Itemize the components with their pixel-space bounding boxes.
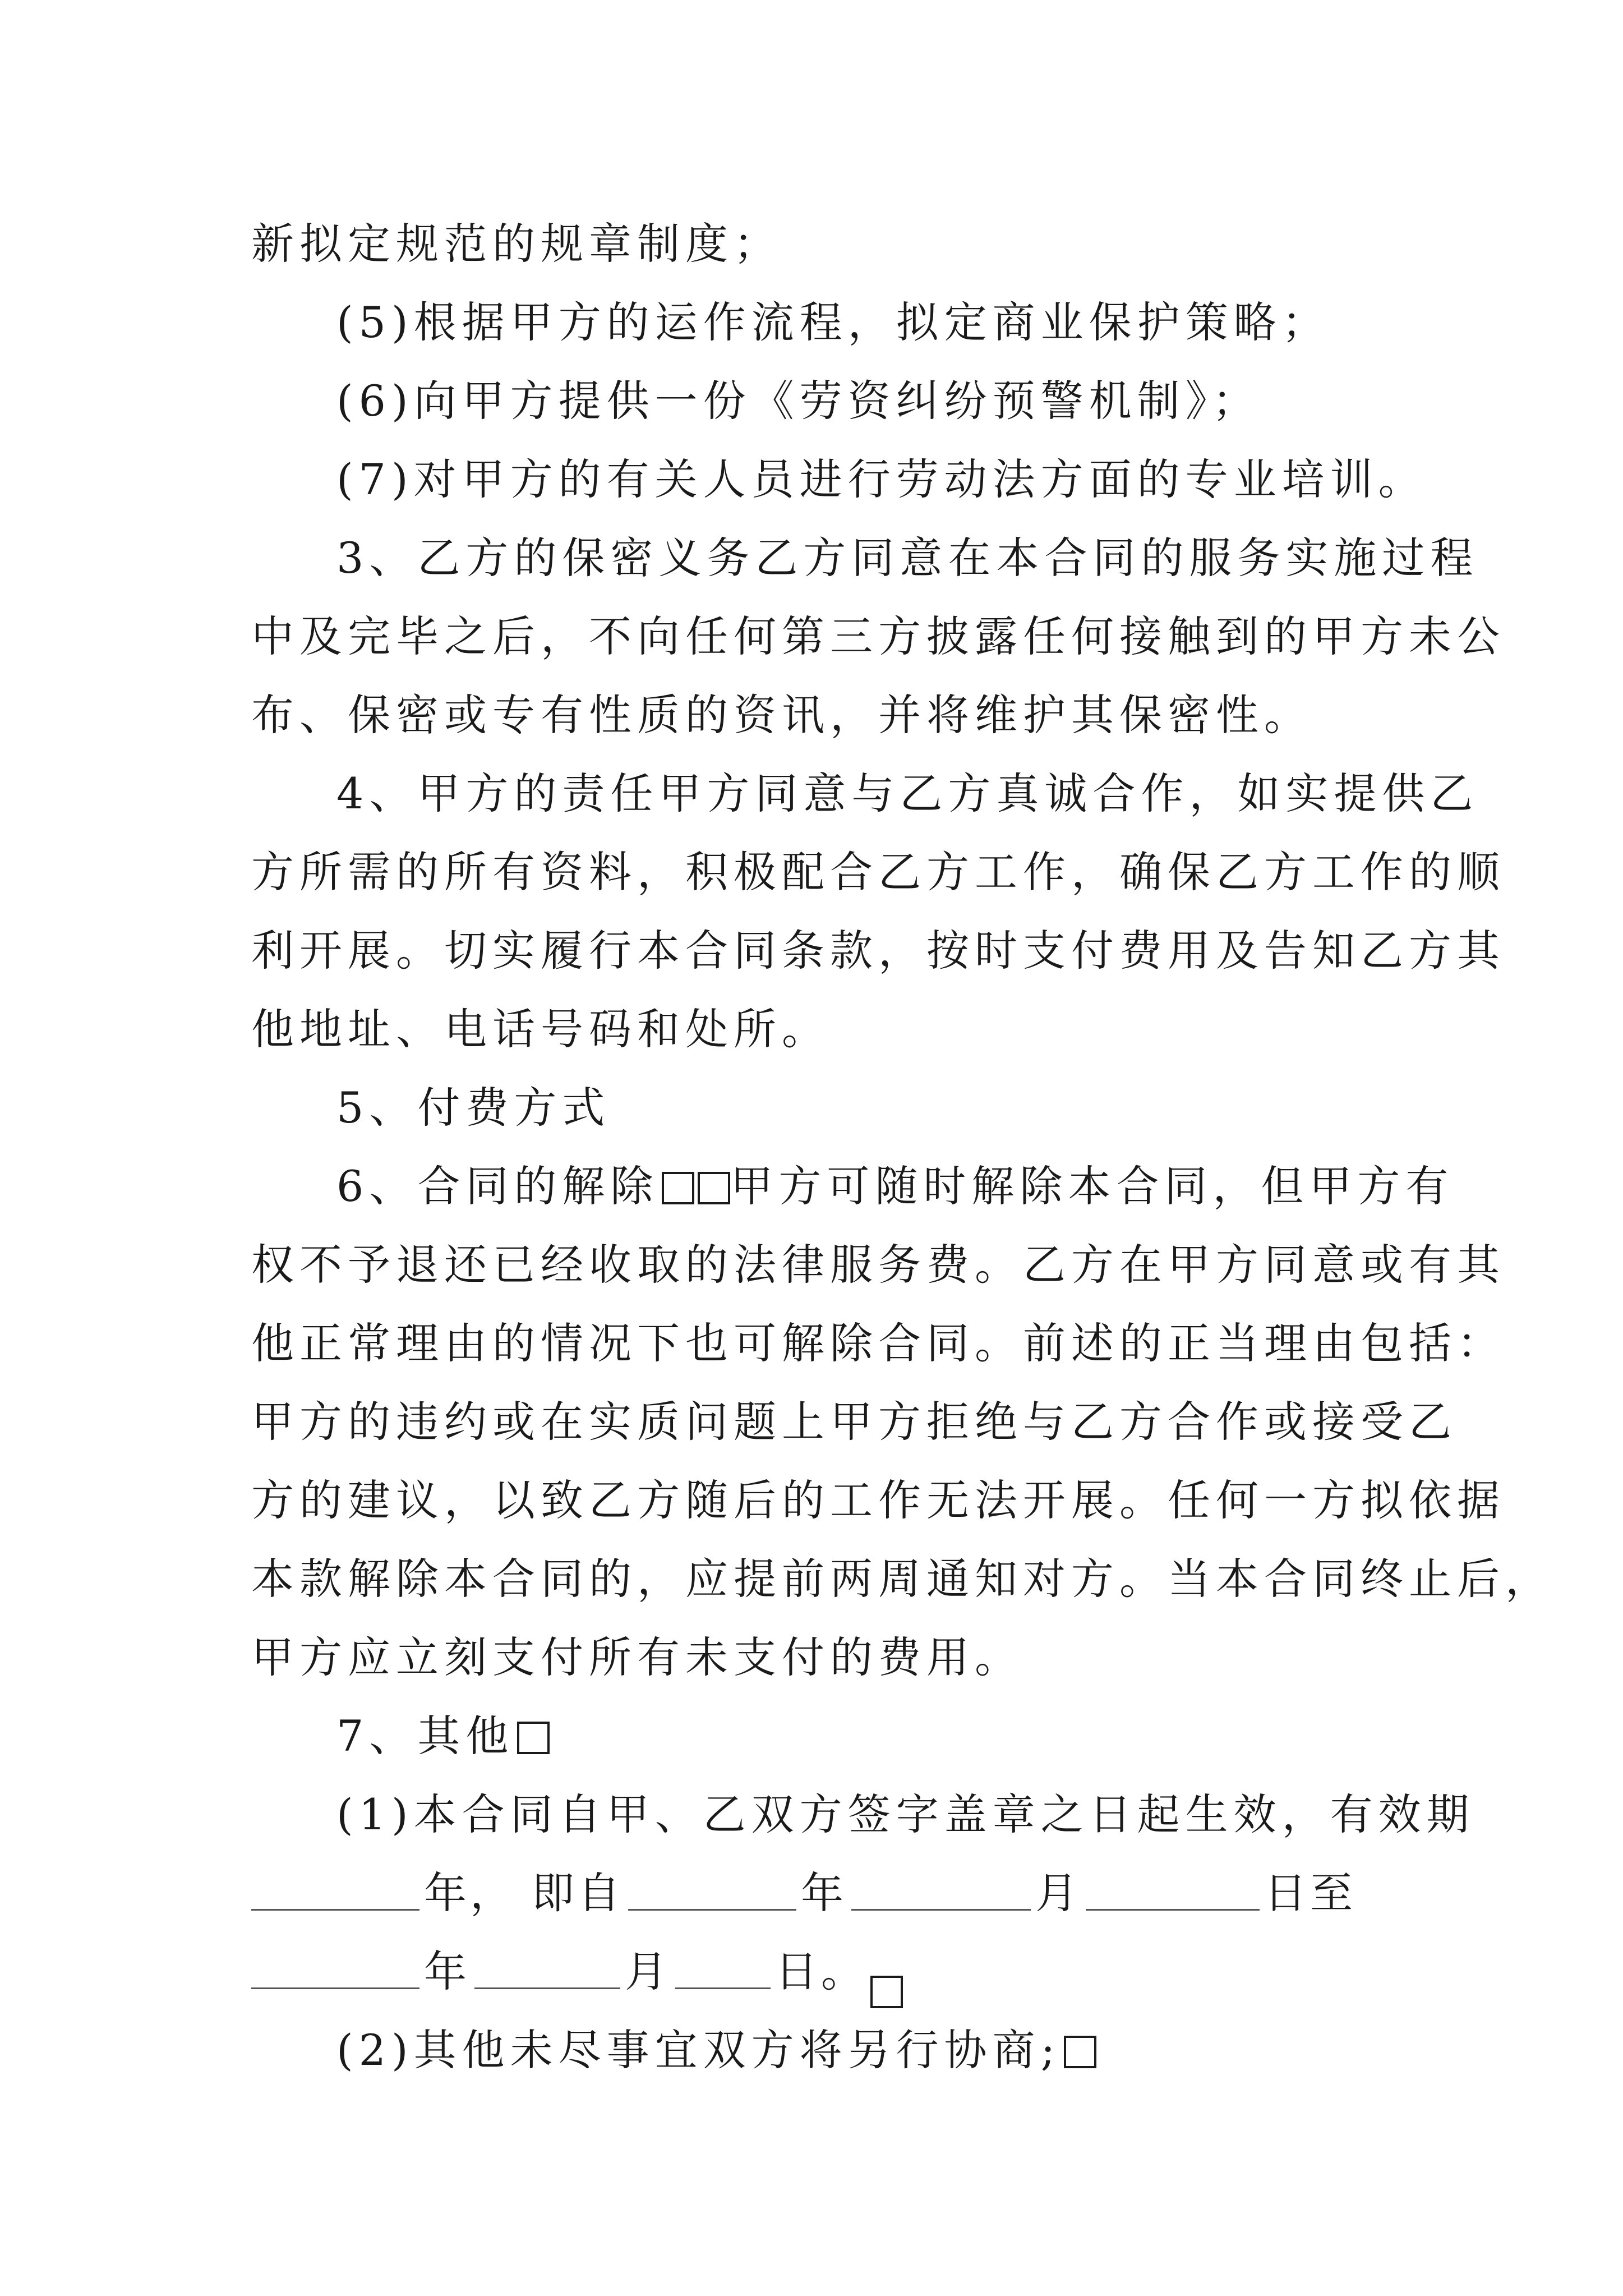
checkbox-icon: [698, 1172, 730, 1204]
text-line: 布、保密或专有性质的资讯，并将维护其保密性。: [251, 690, 1312, 740]
text-line: (6)向甲方提供一份《劳资纠纷预警机制》；: [336, 376, 1261, 426]
text-line: 他地址、电话号码和处所。: [251, 1004, 830, 1054]
date-text: 年，: [424, 1868, 516, 1918]
clause-6-line: [336, 1150, 1454, 1223]
date-text: 日。: [775, 1947, 867, 1996]
checkbox-icon: [662, 1172, 694, 1204]
date-text: 月: [1035, 1868, 1081, 1918]
text-line: (5)根据甲方的运作流程，拟定商业保护策略；: [336, 297, 1330, 347]
end-year-blank[interactable]: [251, 1987, 419, 1989]
text-line: 他正常理由的情况下也可解除合同。前述的正当理由包括：: [251, 1318, 1505, 1368]
text-line: 甲方的违约或在实质问题上甲方拒绝与乙方合作或接受乙: [251, 1397, 1457, 1447]
end-day-blank[interactable]: [675, 1987, 771, 1989]
text-line: (7)对甲方的有关人员进行劳动法方面的专业培训。: [336, 454, 1427, 504]
date-text: 日至: [1264, 1868, 1356, 1918]
date-text: 月: [625, 1947, 671, 1996]
checkbox-icon: [1064, 2036, 1096, 2068]
date-text: 年: [801, 1868, 847, 1918]
text-line: 本款解除本合同的，应提前两周通知对方。当本合同终止后，: [251, 1554, 1553, 1604]
date-text: 年: [424, 1947, 470, 1996]
text-line: 新拟定规范的规章制度；: [251, 219, 782, 269]
text-line: 权不予退还已经收取的法律服务费。乙方在甲方同意或有其: [251, 1240, 1505, 1290]
term-date-line: [251, 1857, 1378, 1930]
clause-7-2-text: (2)其他未尽事宜双方将另行协商;: [336, 2025, 1061, 2075]
checkbox-icon: [870, 1976, 903, 2008]
checkbox-icon: [517, 1722, 550, 1754]
date-text: 即自: [532, 1868, 624, 1918]
end-month-blank[interactable]: [474, 1987, 620, 1989]
text-line: 利开展。切实履行本合同条款，按时支付费用及告知乙方其: [251, 926, 1505, 976]
clause-6-heading: 6、合同的解除: [336, 1161, 659, 1211]
text-line: 5、付费方式: [336, 1083, 611, 1133]
text-line: 方所需的所有资料，积极配合乙方工作，确保乙方工作的顺: [251, 847, 1505, 897]
end-date-line: [251, 1935, 1378, 2008]
clause-7-line: [336, 1700, 1378, 1773]
text-line: 甲方应立刻支付所有未支付的费用。: [251, 1632, 1023, 1682]
text-line: 3、乙方的保密义务乙方同意在本合同的服务实施过程: [336, 533, 1479, 583]
start-day-blank[interactable]: [1086, 1909, 1260, 1911]
term-years-blank[interactable]: [251, 1909, 419, 1911]
clause-6-text: 甲方可随时解除本合同，但甲方有: [730, 1161, 1454, 1211]
text-line: 方的建议，以致乙方随后的工作无法开展。任何一方拟依据: [251, 1475, 1505, 1525]
text-line: (1)本合同自甲、乙双方签字盖章之日起生效，有效期: [336, 1789, 1475, 1839]
text-line: 4、甲方的责任甲方同意与乙方真诚合作，如实提供乙: [336, 769, 1479, 818]
start-year-blank[interactable]: [628, 1909, 796, 1911]
text-line: 中及完毕之后，不向任何第三方披露任何接触到的甲方未公: [251, 611, 1505, 661]
clause-7-2-line: [336, 2014, 1378, 2087]
start-month-blank[interactable]: [851, 1909, 1031, 1911]
clause-7-heading: 7、其他: [336, 1711, 514, 1761]
